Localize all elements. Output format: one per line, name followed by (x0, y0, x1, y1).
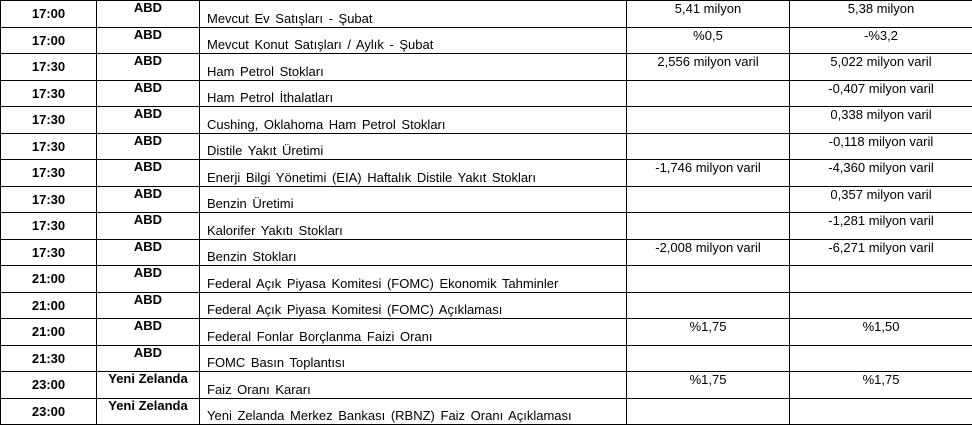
time-cell: 21:00 (1, 292, 97, 319)
previous-value-cell: 5,022 milyon varil (790, 54, 972, 81)
country-cell: Yeni Zelanda (97, 372, 200, 399)
expected-value-cell (627, 266, 790, 293)
time-cell: 17:30 (1, 160, 97, 187)
previous-value-cell: -1,281 milyon varil (790, 213, 972, 240)
time-cell: 17:30 (1, 213, 97, 240)
previous-value-cell: %1,75 (790, 372, 972, 399)
country-cell: ABD (97, 266, 200, 293)
expected-value-cell: -1,746 milyon varil (627, 160, 790, 187)
event-name-cell: Enerji Bilgi Yönetimi (EIA) Haftalık Distile Yakıt Stokları (200, 160, 627, 187)
expected-value-cell (627, 292, 790, 319)
event-name-cell: Kalorifer Yakıtı Stokları (200, 213, 627, 240)
previous-value-cell: %1,50 (790, 319, 972, 346)
table-row (1, 398, 972, 425)
expected-value-cell (627, 186, 790, 213)
previous-value-cell: -%3,2 (790, 27, 972, 54)
table-row (1, 107, 972, 134)
event-name-cell: Federal Açık Piyasa Komitesi (FOMC) Ekonomik Tahminler (200, 266, 627, 293)
table-row (1, 1, 972, 28)
time-cell: 17:30 (1, 80, 97, 107)
event-name-cell: Mevcut Konut Satışları / Aylık - Şubat (200, 27, 627, 54)
previous-value-cell: 0,338 milyon varil (790, 107, 972, 134)
expected-value-cell: %0,5 (627, 27, 790, 54)
time-cell: 23:00 (1, 398, 97, 425)
expected-value-cell (627, 80, 790, 107)
previous-value-cell: -0,118 milyon varil (790, 133, 972, 160)
table-row (1, 133, 972, 160)
previous-value-cell: -0,407 milyon varil (790, 80, 972, 107)
previous-value-cell: -4,360 milyon varil (790, 160, 972, 187)
expected-value-cell (627, 398, 790, 425)
time-cell: 17:30 (1, 239, 97, 266)
event-name-cell: Ham Petrol Stokları (200, 54, 627, 81)
country-cell: ABD (97, 133, 200, 160)
time-cell: 17:30 (1, 107, 97, 134)
event-name-cell: Benzin Stokları (200, 239, 627, 266)
table-row (1, 186, 972, 213)
table-row (1, 266, 972, 293)
time-cell: 21:00 (1, 319, 97, 346)
country-cell: ABD (97, 239, 200, 266)
table-row (1, 160, 972, 187)
table-row (1, 319, 972, 346)
event-name-cell: Benzin Üretimi (200, 186, 627, 213)
event-name-cell: Ham Petrol İthalatları (200, 80, 627, 107)
time-cell: 17:00 (1, 27, 97, 54)
country-cell: ABD (97, 1, 200, 28)
expected-value-cell: 2,556 milyon varil (627, 54, 790, 81)
expected-value-cell: -2,008 milyon varil (627, 239, 790, 266)
expected-value-cell: %1,75 (627, 319, 790, 346)
event-name-cell: Distile Yakıt Üretimi (200, 133, 627, 160)
time-cell: 21:00 (1, 266, 97, 293)
table-row (1, 239, 972, 266)
previous-value-cell: 0,357 milyon varil (790, 186, 972, 213)
country-cell: ABD (97, 292, 200, 319)
calendar-body (1, 1, 972, 425)
expected-value-cell: %1,75 (627, 372, 790, 399)
event-name-cell: Faiz Oranı Kararı (200, 372, 627, 399)
country-cell: ABD (97, 345, 200, 372)
event-name-cell: Yeni Zelanda Merkez Bankası (RBNZ) Faiz Oranı Açıklaması (200, 398, 627, 425)
previous-value-cell (790, 345, 972, 372)
table-row (1, 27, 972, 54)
event-name-cell: FOMC Basın Toplantısı (200, 345, 627, 372)
time-cell: 17:00 (1, 1, 97, 28)
previous-value-cell (790, 292, 972, 319)
time-cell: 17:30 (1, 186, 97, 213)
table-row (1, 54, 972, 81)
country-cell: ABD (97, 80, 200, 107)
country-cell: ABD (97, 319, 200, 346)
expected-value-cell (627, 133, 790, 160)
table-row (1, 292, 972, 319)
expected-value-cell (627, 107, 790, 134)
event-name-cell: Federal Fonlar Borçlanma Faizi Oranı (200, 319, 627, 346)
country-cell: ABD (97, 54, 200, 81)
time-cell: 17:30 (1, 133, 97, 160)
expected-value-cell (627, 345, 790, 372)
previous-value-cell (790, 398, 972, 425)
country-cell: ABD (97, 160, 200, 187)
expected-value-cell (627, 213, 790, 240)
table-row (1, 80, 972, 107)
table-row (1, 213, 972, 240)
previous-value-cell: 5,38 milyon (790, 1, 972, 28)
expected-value-cell: 5,41 milyon (627, 1, 790, 28)
country-cell: ABD (97, 186, 200, 213)
country-cell: ABD (97, 27, 200, 54)
country-cell: ABD (97, 107, 200, 134)
time-cell: 23:00 (1, 372, 97, 399)
time-cell: 17:30 (1, 54, 97, 81)
event-name-cell: Mevcut Ev Satışları - Şubat (200, 1, 627, 28)
table-row (1, 372, 972, 399)
event-name-cell: Federal Açık Piyasa Komitesi (FOMC) Açıklaması (200, 292, 627, 319)
country-cell: Yeni Zelanda (97, 398, 200, 425)
event-name-cell: Cushing, Oklahoma Ham Petrol Stokları (200, 107, 627, 134)
country-cell: ABD (97, 213, 200, 240)
time-cell: 21:30 (1, 345, 97, 372)
previous-value-cell: -6,271 milyon varil (790, 239, 972, 266)
table-row (1, 345, 972, 372)
previous-value-cell (790, 266, 972, 293)
